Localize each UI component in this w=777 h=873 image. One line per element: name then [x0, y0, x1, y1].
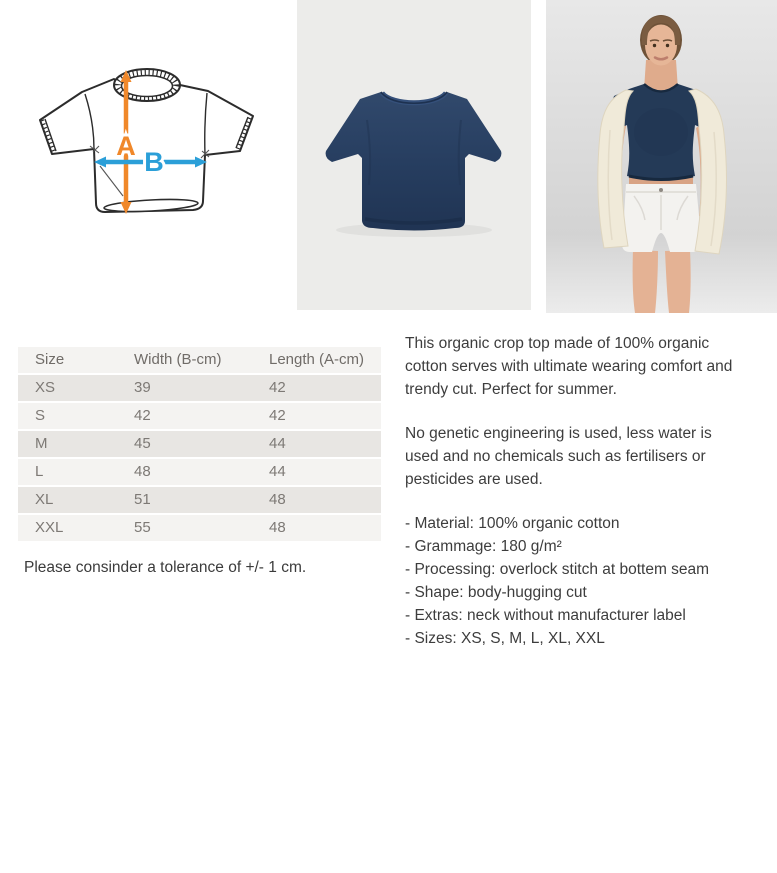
flat-tee-collar: [382, 93, 446, 103]
spec-shape: - Shape: body-hugging cut: [405, 584, 587, 601]
length-cell: 48: [269, 519, 286, 536]
size-cell: XS: [35, 379, 56, 396]
navy-crop-top-flat-icon: [297, 0, 531, 310]
width-cell: 48: [134, 463, 151, 480]
model-eye-left: [653, 44, 656, 47]
model-wearing-crop-top-icon: [546, 0, 777, 313]
measurement-label-a: A: [116, 131, 136, 161]
width-cell: 42: [134, 407, 151, 424]
description-paragraph-intro: This organic crop top made of 100% organic cotton serves with ultimate wearing comfort and trendy cut. Perfect for summer.: [405, 335, 733, 398]
length-cell: 48: [269, 491, 286, 508]
description-paragraph-organic: No genetic engineering is used, less water is used and no chemicals such as fertilisers or pesticides are used.: [405, 425, 712, 488]
product-photo-flat: [297, 0, 531, 310]
column-header-size: Size: [35, 351, 65, 368]
spec-grammage: - Grammage: 180 g/m²: [405, 538, 562, 555]
measurement-diagram-panel: [0, 0, 295, 313]
size-cell: M: [35, 435, 48, 452]
size-row-l: [18, 459, 381, 485]
crop-top-shading: [634, 108, 688, 156]
length-cell: 42: [269, 407, 286, 424]
size-row-xs: [18, 375, 381, 401]
column-header-width: Width (B-cm): [134, 351, 222, 368]
column-header-length: Length (A-cm): [269, 351, 365, 368]
spec-sizes: - Sizes: XS, S, M, L, XL, XXL: [405, 630, 605, 647]
width-cell: 55: [134, 519, 151, 536]
model-eye-right: [666, 44, 669, 47]
spec-processing: - Processing: overlock stitch at bottem seam: [405, 561, 710, 578]
flat-tee-body: [326, 92, 502, 231]
tolerance-note: Please consinder a tolerance of +/- 1 cm.: [24, 559, 307, 576]
size-chart-header-row: [18, 347, 381, 373]
length-cell: 44: [269, 435, 286, 452]
length-cell: 44: [269, 463, 286, 480]
size-cell: S: [35, 407, 46, 424]
measurement-label-b: B: [144, 147, 164, 177]
width-cell: 45: [134, 435, 151, 452]
spec-extras: - Extras: neck without manufacturer label: [405, 607, 686, 624]
size-row-xl: [18, 487, 381, 513]
length-cell: 42: [269, 379, 286, 396]
size-row-m: [18, 431, 381, 457]
spec-material: - Material: 100% organic cotton: [405, 515, 620, 532]
product-description: [405, 332, 741, 650]
crop-top-measurement-sketch-icon: [33, 58, 269, 248]
width-cell: 39: [134, 379, 151, 396]
model-leg-left: [633, 250, 658, 313]
product-spec-list: [405, 512, 741, 650]
size-row-s: [18, 403, 381, 429]
shorts-button: [659, 188, 663, 192]
model-leg-right: [665, 250, 691, 313]
product-photo-model: [546, 0, 777, 313]
size-chart-table: [18, 347, 381, 543]
size-cell: L: [35, 463, 44, 480]
size-row-xxl: [18, 515, 381, 541]
width-cell: 51: [134, 491, 151, 508]
size-cell: XXL: [35, 519, 64, 536]
size-cell: XL: [35, 491, 54, 508]
